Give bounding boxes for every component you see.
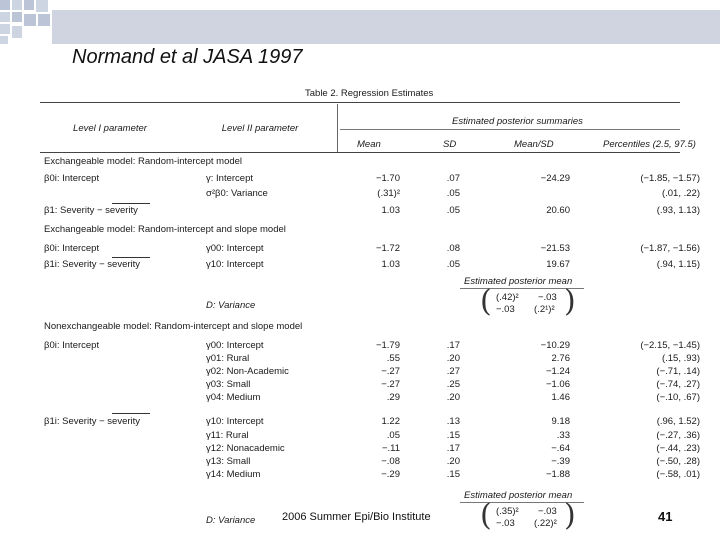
top-rule	[40, 102, 680, 103]
mean-value: −.29	[381, 469, 400, 480]
mean-value: −1.70	[375, 173, 400, 184]
mean-value: 1.03	[381, 205, 400, 216]
percentile-value: (−.71, .14)	[656, 366, 700, 377]
sd-header: SD	[443, 139, 457, 150]
posterior-group-header: Estimated posterior summaries	[452, 116, 583, 127]
posterior-mean-label: Estimated posterior mean	[464, 276, 573, 287]
matrix-cell: (.2¹)²	[534, 304, 555, 315]
table-caption: Table 2. Regression Estimates	[305, 88, 434, 99]
matrix-right-paren: )	[564, 498, 576, 533]
sd-value: .20	[446, 392, 460, 403]
header-rule	[40, 152, 680, 153]
sd-value: .17	[446, 443, 460, 454]
level2-param: γ04: Medium	[206, 392, 261, 403]
level1-param: β1i: Severity − severity	[44, 259, 141, 270]
percentile-value: (−.58, .01)	[656, 469, 700, 480]
deco-square	[0, 24, 10, 34]
deco-square	[24, 0, 34, 10]
deco-square	[12, 0, 22, 10]
sd-value: .13	[446, 416, 460, 427]
mean-value: −1.79	[375, 340, 400, 351]
sd-value: .08	[446, 243, 460, 254]
level2-param: γ03: Small	[206, 379, 251, 390]
page-number: 41	[658, 509, 673, 524]
mean-value: −.08	[381, 456, 400, 467]
percentile-value: (.93, 1.13)	[656, 205, 700, 216]
d-variance-label: D: Variance	[206, 300, 256, 311]
percentile-value: (−.74, .27)	[656, 379, 700, 390]
matrix-left-paren: (	[480, 498, 492, 533]
sd-value: .20	[446, 353, 460, 364]
mean-sd-value: −24.29	[540, 173, 570, 184]
matrix-cell: (.42)²	[496, 292, 519, 303]
deco-square	[12, 26, 22, 38]
severity-bar	[112, 413, 150, 414]
d-variance-label: D: Variance	[206, 515, 256, 526]
level2-header: Level II parameter	[221, 123, 299, 134]
level1-param: β0i: Intercept	[44, 243, 100, 254]
mean-value: −.11	[381, 443, 400, 454]
level1-param: β0i: Intercept	[44, 173, 100, 184]
mean-value: 1.03	[381, 259, 400, 270]
mean-value: −.27	[381, 379, 400, 390]
section-title: Nonexchangeable model: Random-intercept and slope model	[44, 321, 303, 332]
sd-value: .27	[446, 366, 460, 377]
mean-sd-value: −.39	[551, 456, 570, 467]
matrix-cell: (.22)²	[534, 518, 557, 529]
percentile-value: (−.50, .28)	[656, 456, 700, 467]
mean-sd-value: 2.76	[551, 353, 570, 364]
level2-param: γ11: Rural	[206, 430, 249, 441]
sd-value: .17	[446, 340, 460, 351]
sd-value: .05	[446, 259, 460, 270]
mean-sd-value: .33	[556, 430, 570, 441]
mean-value: −1.72	[375, 243, 400, 254]
deco-square	[38, 14, 50, 26]
mean-sd-value: −1.24	[545, 366, 570, 377]
header-bar	[52, 10, 720, 44]
percentile-value: (−1.85, −1.57)	[640, 173, 700, 184]
matrix-cell: −.03	[537, 506, 557, 517]
severity-bar	[112, 257, 150, 258]
regression-table	[40, 78, 720, 532]
mean-value: −.27	[381, 366, 400, 377]
mean-value: .05	[386, 430, 400, 441]
column-divider	[337, 104, 338, 152]
mean-sd-value: −1.06	[545, 379, 570, 390]
header-decoration	[0, 0, 720, 48]
percentile-value: (.01, .22)	[661, 188, 700, 199]
percentile-value: (−.44, .23)	[656, 443, 700, 454]
slide-title: Normand et al JASA 1997	[72, 46, 303, 68]
mean-sd-value: −10.29	[540, 340, 570, 351]
level2-param: γ02: Non-Academic	[206, 366, 289, 377]
level2-param: γ00: Intercept	[206, 340, 264, 351]
mean-sd-value: −21.53	[540, 243, 570, 254]
posterior-mean-label: Estimated posterior mean	[464, 490, 573, 501]
deco-square	[24, 14, 36, 26]
deco-square	[12, 12, 22, 22]
percentiles-header: Percentiles (2.5, 97.5)	[603, 139, 696, 150]
mean-sd-value: 19.67	[546, 259, 570, 270]
section-title: Exchangeable model: Random-intercept model	[44, 156, 243, 167]
percentile-value: (−2.15, −1.45)	[640, 340, 700, 351]
sd-value: .05	[446, 188, 460, 199]
slide-footer: 2006 Summer Epi/Bio Institute	[282, 511, 431, 523]
deco-square	[36, 0, 48, 12]
mean-sd-value: −1.88	[545, 469, 570, 480]
mean-value: (.31)²	[377, 188, 400, 199]
level1-header: Level I parameter	[73, 123, 147, 134]
matrix-left-paren: (	[480, 284, 492, 319]
matrix-cell: −.03	[496, 518, 515, 529]
deco-square	[0, 36, 8, 44]
level2-param: γ10: Intercept	[206, 259, 264, 270]
deco-square	[0, 0, 10, 10]
mean-sd-value: 9.18	[551, 416, 570, 427]
percentile-value: (.15, .93)	[661, 353, 700, 364]
level1-param: β0i: Intercept	[44, 340, 100, 351]
mean-value: 1.22	[381, 416, 400, 427]
level1-param: β1: Severity − severity	[44, 205, 138, 216]
section-title: Exchangeable model: Random-intercept and slope model	[44, 224, 286, 235]
percentile-value: (.94, 1.15)	[656, 259, 700, 270]
mean-header: Mean	[357, 139, 381, 150]
sd-value: .07	[446, 173, 460, 184]
mean-sd-header: Mean/SD	[514, 139, 554, 150]
level2-param: γ13: Small	[206, 456, 251, 467]
sd-value: .15	[446, 469, 460, 480]
sd-value: .20	[446, 456, 460, 467]
sd-value: .15	[446, 430, 460, 441]
matrix-right-paren: )	[564, 284, 576, 319]
deco-square	[0, 12, 10, 22]
level2-param: γ14: Medium	[206, 469, 261, 480]
level2-param: γ01: Rural	[206, 353, 250, 364]
sd-value: .05	[446, 205, 460, 216]
mean-sd-value: 20.60	[546, 205, 570, 216]
sd-value: .25	[446, 379, 460, 390]
percentile-value: (−1.87, −1.56)	[640, 243, 700, 254]
percentile-value: (−.27, .36)	[656, 430, 700, 441]
covariance-matrix	[496, 292, 557, 316]
covariance-matrix	[496, 506, 557, 530]
level2-param: γ00: Intercept	[206, 243, 264, 254]
level2-param: γ12: Nonacademic	[206, 443, 285, 454]
level2-param: γ: Intercept	[206, 173, 253, 184]
matrix-cell: −.03	[496, 304, 515, 315]
level2-param: γ10: Intercept	[206, 416, 264, 427]
mean-sd-value: 1.46	[551, 392, 570, 403]
matrix-cell: (.35)²	[496, 506, 519, 517]
mean-sd-value: −.64	[551, 443, 570, 454]
mean-value: .29	[386, 392, 400, 403]
matrix-cell: −.03	[537, 292, 557, 303]
percentile-value: (.96, 1.52)	[656, 416, 700, 427]
severity-bar	[112, 203, 150, 204]
percentile-value: (−.10, .67)	[656, 392, 700, 403]
level1-param: β1i: Severity − severity	[44, 416, 141, 427]
mean-value: .55	[386, 353, 400, 364]
group-rule	[340, 129, 680, 130]
level2-param: σ²β0: Variance	[206, 188, 268, 199]
